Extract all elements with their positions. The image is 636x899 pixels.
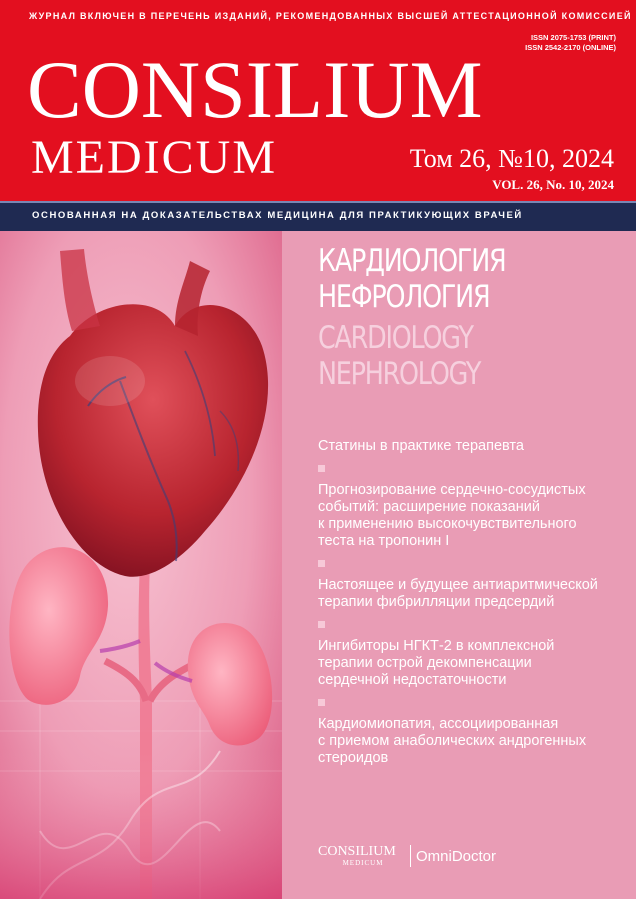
topic-en-nephrology: NEPHROLOGY <box>318 356 481 392</box>
vak-tagline: ЖУРНАЛ ВКЛЮЧЕН В ПЕРЕЧЕНЬ ИЗДАНИЙ, РЕКОМЕНДОВАННЫХ ВЫСШЕЙ АТТЕСТАЦИОННОЙ КОМИССИЕЙ <box>29 11 632 21</box>
band-divider <box>0 201 636 203</box>
topic-en-cardiology: CARDIOLOGY <box>318 320 473 356</box>
bullet-square-icon <box>318 560 325 567</box>
masthead <box>0 0 636 201</box>
topic-ru-nephrology: НЕФРОЛОГИЯ <box>318 279 490 315</box>
logo-medicum: MEDICUM <box>31 131 278 184</box>
publisher-logo <box>318 844 497 867</box>
article-item: Статины в практике терапевта <box>318 438 524 454</box>
issn-block <box>525 33 616 53</box>
slogan-text: ОСНОВАННАЯ НА ДОКАЗАТЕЛЬСТВАХ МЕДИЦИНА ДЛЯ ПРАКТИКУЮЩИХ ВРАЧЕЙ <box>32 210 523 221</box>
article-item: Ингибиторы НГКТ-2 в комплексной терапии острой декомпенсации сердечной недостаточности <box>318 638 555 688</box>
footer-logo-consilium: CONSILIUM <box>318 844 396 859</box>
logo-divider <box>410 845 411 867</box>
logo-consilium: CONSILIUM <box>27 44 483 135</box>
slogan-band <box>0 201 636 231</box>
volume-en: VOL. 26, No. 10, 2024 <box>492 177 614 192</box>
bullet-square-icon <box>318 465 325 472</box>
heart-kidneys-illustration <box>0 231 282 899</box>
volume-ru: Том 26, №10, 2024 <box>409 144 614 173</box>
article-item: Кардиомиопатия, ассоциированная с приемом анаболических андрогенных стероидов <box>318 716 587 766</box>
article-item: Прогнозирование сердечно-сосудистых событий: расширение показаний к применению высокочувствительного теста на тропонин I <box>318 482 586 549</box>
bullet-square-icon <box>318 699 325 706</box>
article-list <box>318 438 618 767</box>
bullet-square-icon <box>318 621 325 628</box>
issn-online: ISSN 2542-2170 (ONLINE) <box>525 43 616 52</box>
issn-print: ISSN 2075-1753 (PRINT) <box>530 33 616 42</box>
topic-ru-cardiology: КАРДИОЛОГИЯ <box>318 243 506 279</box>
omnidoctor-logo: OmniDoctor <box>416 848 497 865</box>
article-item: Настоящее и будущее антиаритмической терапии фибрилляции предсердий <box>318 577 598 610</box>
footer-logo-medicum: MEDICUM <box>342 859 384 867</box>
contents-panel <box>282 231 636 899</box>
